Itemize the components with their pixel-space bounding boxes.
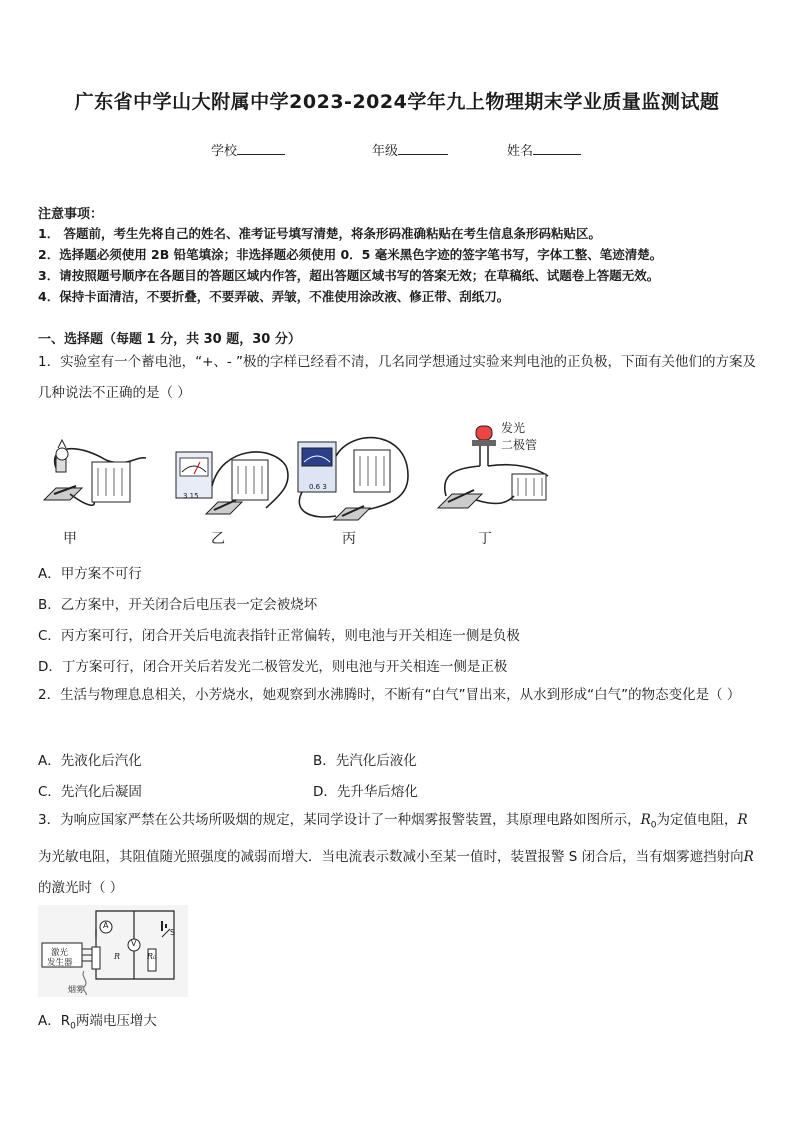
grade-field[interactable] [372, 140, 448, 159]
fig-r-label: R [114, 952, 121, 961]
q3-r0: R [640, 812, 651, 828]
q1-option-d[interactable]: D．丁方案可行，闭合开关后若发光二极管发光，则电池与开关相连一侧是正极 [38, 659, 508, 675]
caption-yi: 乙 [211, 531, 225, 547]
yi-meter-scale: 3 15 [183, 492, 199, 500]
q1-option-b[interactable]: B．乙方案中，开关闭合后电压表一定会被烧坏 [38, 597, 318, 613]
fig-ammeter-label: A [103, 921, 109, 930]
q3-option-a-prefix: A．R [38, 1013, 71, 1029]
figure-yi [176, 452, 288, 514]
grade-label: 年级 [372, 144, 399, 159]
q2-option-b[interactable]: B．先汽化后液化 [313, 753, 417, 769]
notice-item-2: 2．选择题必须使用 2B 铅笔填涂；非选择题必须使用 0．5 毫米黑色字迹的签字笔书写，字体工整、笔迹清楚。 [38, 247, 663, 262]
notice-item-1: 1． 答题前，考生先将自己的姓名、准考证号填写清楚，将条形码准确粘贴在考生信息条形码粘贴区。 [38, 226, 602, 241]
q3-r: R [737, 812, 748, 828]
name-label: 姓名 [507, 144, 534, 159]
q1-option-c[interactable]: C．丙方案可行，闭合开关后电流表指针正常偏转，则电池与开关相连一侧是负极 [38, 628, 520, 644]
q3-stem-c: 为光敏电阻，其阻值随光照强度的减弱而增大．当电流表示数减小至某一值时，装置报警 S 闭合后，当有烟雾遮挡射向 [38, 848, 744, 865]
q3-stem-d: 的激光时（ ） [38, 879, 124, 896]
q2-stem: 2．生活与物理息息相关，小芳烧水，她观察到水沸腾时，不断有“白气”冒出来，从水到形成“白气”的物态变化是（ ） [38, 687, 741, 703]
q1-stem: 1．实验室有一个蓄电池，“+、- ”极的字样已经看不清，几名同学想通过实验来判电池的正负极，下面有关他们的方案及几种说法不正确的是（ ） [38, 354, 757, 401]
notice-item-3: 3．请按照题号顺序在各题目的答题区域内作答，超出答题区域书写的答案无效；在草稿纸、试题卷上答题无效。 [38, 268, 660, 283]
led-label-1: 发光 [501, 421, 526, 435]
q2-option-d[interactable]: D．先升华后熔化 [313, 784, 418, 800]
fig-smoke-label: 烟雾 [68, 985, 84, 994]
figure-jia [44, 440, 146, 505]
q3-stem-a: 3．为响应国家严禁在公共场所吸烟的规定，某同学设计了一种烟雾报警装置，其原理电路如图所示， [38, 812, 641, 828]
q2-option-c[interactable]: C．先汽化后凝固 [38, 784, 142, 800]
fig-laser-label-1: 激光 [51, 948, 69, 958]
fig-laser-label-2: 发生器 [47, 958, 73, 968]
notice-heading: 注意事项： [38, 207, 104, 222]
bing-meter-scale: 0.6 3 [309, 483, 327, 491]
section-heading: 一、选择题（每题 1 分，共 30 题，30 分） [38, 332, 301, 347]
q3-r0-sub: 0 [650, 820, 657, 831]
fig-r0-label: R₀ [147, 952, 157, 961]
q1-option-a[interactable]: A．甲方案不可行 [38, 566, 142, 582]
school-blank[interactable] [237, 142, 285, 155]
school-field[interactable] [211, 140, 285, 159]
q3-option-a-sub: 0 [70, 1021, 76, 1032]
notice-item-4: 4．保持卡面清洁，不要折叠，不要弄破、弄皱，不准使用涂改液、修正带、刮纸刀。 [38, 289, 510, 304]
q1-figure [36, 416, 576, 528]
caption-ding: 丁 [478, 531, 492, 547]
school-label: 学校 [211, 144, 238, 159]
q3-option-a[interactable] [38, 1009, 157, 1032]
q3-r-2: R [743, 848, 754, 865]
q3-stem [38, 805, 760, 904]
fig-switch-label: S [170, 928, 176, 937]
figure-bing [298, 438, 408, 520]
q3-stem-b: 为定值电阻， [656, 812, 738, 828]
q2-option-a[interactable]: A．先液化后汽化 [38, 753, 142, 769]
led-label-2: 二极管 [501, 438, 538, 452]
fig-voltmeter-label: V [131, 939, 137, 948]
caption-bing: 丙 [342, 531, 356, 547]
name-blank[interactable] [533, 142, 581, 155]
q3-option-a-text: 两端电压增大 [75, 1013, 157, 1029]
name-field[interactable] [507, 140, 581, 159]
grade-blank[interactable] [398, 142, 448, 155]
caption-jia: 甲 [63, 531, 77, 547]
page-title: 广东省中学山大附属中学2023-2024学年九上物理期末学业质量监测试题 [74, 91, 720, 113]
